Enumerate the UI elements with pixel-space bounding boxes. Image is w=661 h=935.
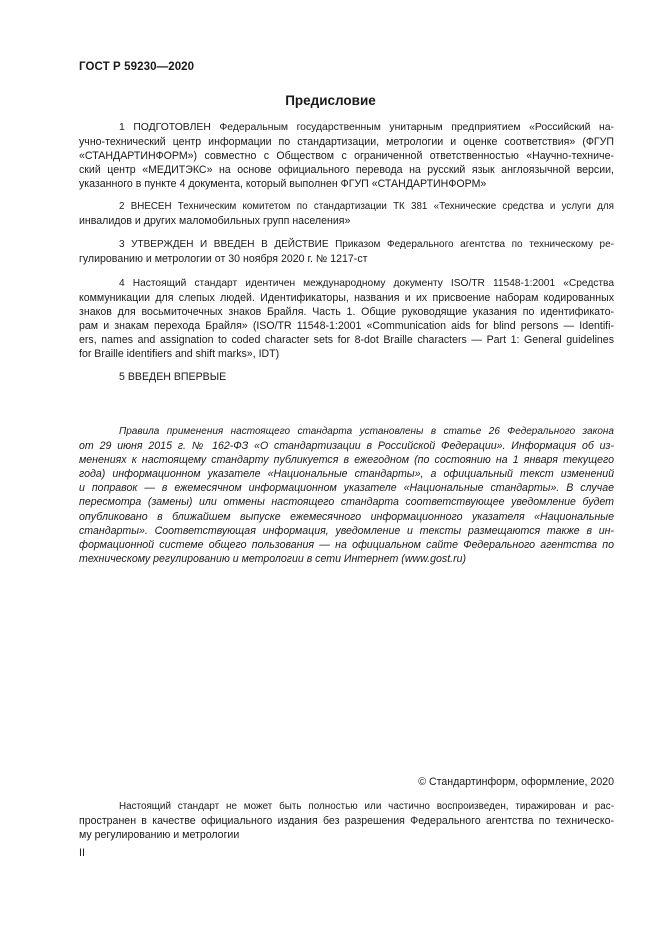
text-line: 1 ПОДГОТОВЛЕН Федеральным государственным унитарным предприятием «Российский на- (119, 122, 614, 133)
page-number: II (79, 847, 85, 859)
paragraph-first-introduced (79, 370, 614, 384)
text-line: пространен в качестве официального издания без разрешения Федерального агентства по техническо- (79, 815, 614, 828)
text-line: гулированию и метрологии от 30 ноября 2020 г. № 1217-ст (79, 253, 368, 266)
text-line: рам и знакам перехода Брайля» (ISO/TR 11548-1:2001 «Communication aids for blind persons — Identifi- (79, 320, 614, 333)
text-line: от 29 июня 2015 г. № 162-ФЗ «О стандартизации в Российской Федерации». Информация об из- (79, 440, 614, 453)
text-line: техническому регулированию и метрологии в сети Интернет (www.gost.ru) (79, 552, 467, 565)
standard-code: ГОСТ Р 59230—2020 (79, 61, 195, 73)
text-line: менениях к настоящему стандарту публикуется в ежегодном (по состоянию на 1 января текущего (79, 454, 614, 467)
text-line: формационной системе общего пользования — на официальном сайте Федерального агентства по (79, 538, 614, 551)
text-line: ers, names and assignation to coded character sets for 8-dot Braille characters — Part 1: General guidelines (79, 334, 614, 347)
text-line: ский центр «МЕДИТЭКС» на основе официального перевода на русский язык англоязычной версии, (79, 164, 614, 177)
text-line: года) информационном указателе «Национальные стандарты», а официальный текст изменений (79, 468, 614, 481)
text-line: 3 УТВЕРЖДЕН И ВВЕДЕН В ДЕЙСТВИЕ Приказом Федерального агентства по техническому ре- (119, 239, 614, 250)
paragraph-identical (79, 277, 614, 362)
text-line: «СТАНДАРТИНФОРМ») совместно с Обществом с ограниченной ответственностью «Научно-техниче- (79, 150, 614, 163)
copyright-notice: © Стандартинформ, оформление, 2020 (418, 776, 614, 788)
page-title: Предисловие (285, 93, 376, 108)
text-line: му регулированию и метрологии (79, 829, 240, 842)
text-line: пересмотра (замены) или отмены настоящего стандарта соответствующее уведомление будет (79, 496, 614, 509)
text-line: указанного в пункте 4 документа, который выполнен ФГУП «СТАНДАРТИНФОРМ» (79, 178, 487, 191)
text-line: опубликовано в ближайшем выпуске ежемесячного информационного указателя «Национальные (79, 510, 614, 523)
reproduction-notice (79, 800, 614, 842)
text-line: 2 ВНЕСЕН Техническим комитетом по стандартизации ТК 381 «Технические средства и услуги для (119, 201, 614, 212)
paragraph-approved (79, 238, 614, 266)
text-line: коммуникации для слепых людей. Идентификаторы, названия и их присвоение наборам кодированных (79, 292, 614, 305)
text-line: for Braille identifiers and shift marks», IDT) (79, 348, 280, 361)
text-line: учно-технический центр информации по стандартизации, метрологии и оценке соответствия» (ФГУП (79, 136, 614, 149)
text-line: Настоящий стандарт не может быть полностью или частично воспроизведен, тиражирован и рас- (119, 801, 614, 812)
text-line: и поправок — в ежемесячном информационном указателе «Национальные стандарты». В случае (79, 482, 614, 495)
text-line: стандарты». Соответствующая информация, уведомление и тексты размещаются также в ин- (79, 524, 614, 537)
paragraph-prepared (79, 121, 614, 191)
text-line: 4 Настоящий стандарт идентичен международному документу ISO/TR 11548-1:2001 «Средства (119, 278, 614, 289)
text-line: знаков для восьмиточечных знаков Брайля. Часть 1. Общие руководящие указания по идентификато- (79, 306, 614, 319)
text-line: Правила применения настоящего стандарта установлены в статье 26 Федерального закона (119, 426, 614, 437)
text-line: 5 ВВЕДЕН ВПЕРВЫЕ (119, 371, 227, 383)
notice-block (79, 425, 614, 566)
paragraph-submitted (79, 200, 614, 228)
text-line: инвалидов и других маломобильных групп населения» (79, 215, 351, 228)
